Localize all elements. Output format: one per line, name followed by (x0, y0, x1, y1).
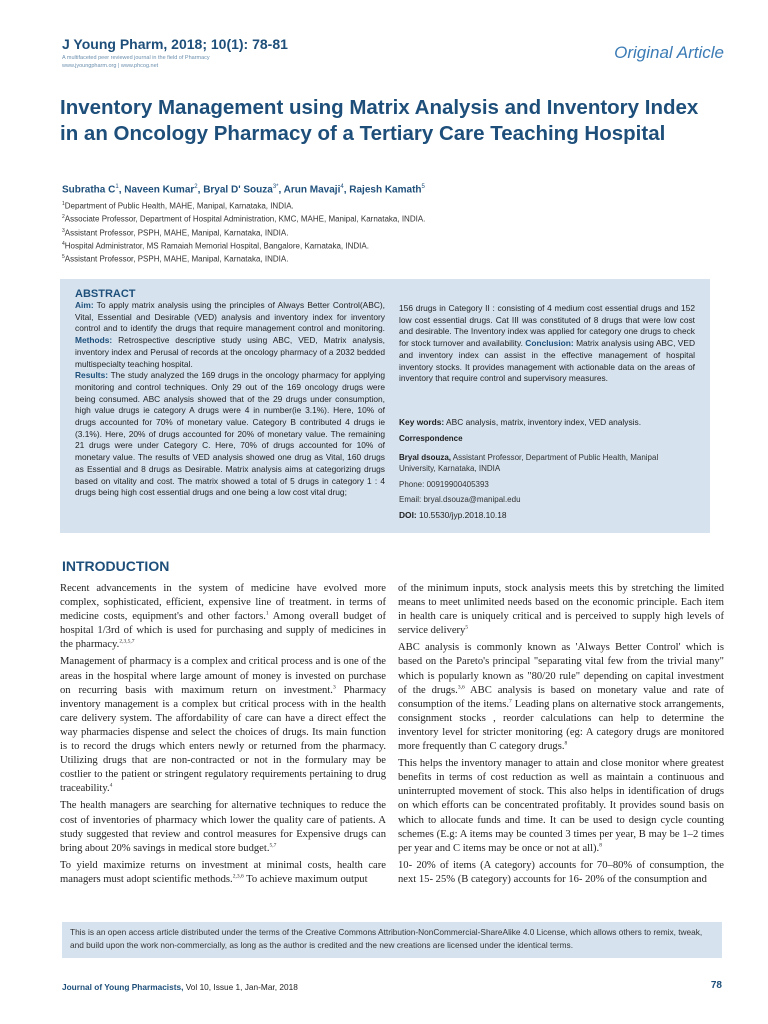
citation-sup: 8 (564, 740, 568, 747)
citation-sup: 2,3,5,7 (119, 638, 135, 645)
affiliation-text: Assistant Professor, PSPH, MAHE, Manipal, Karnataka, INDIA. (64, 254, 289, 264)
author-sup: 5 (421, 184, 425, 190)
affiliation-item (62, 252, 712, 265)
paragraph-text: of the minimum inputs, stock analysis meets this by stretching the limited means to meet unlimited needs based on the economic principle. Each item in health care is uniquely critical and is perceived to supply high levels of service delivery (398, 583, 724, 637)
citation-sup: 4 (109, 782, 113, 789)
author-name: Arun Mavaji (283, 184, 341, 196)
license-text: This is an open access article distributed under the terms of the Creative Commons Attribution-NonCommercial-ShareAlike 4.0 License, which allows others to remix, tweak, and build upon the work non-commercially, as long as the author is credited and the new creations are licensed under the identical terms. (70, 927, 703, 950)
doi-value[interactable]: 10.5530/jyp.2018.10.18 (416, 510, 507, 520)
affiliation-text: Assistant Professor, PSPH, MAHE, Manipal, Karnataka, INDIA. (64, 228, 289, 238)
methods-text: Retrospective descriptive study using ABC, VED, Matrix analysis, inventory index and Perusal of records at the oncology pharmacy of a 2032 bedded multispecialty teaching hospital. (75, 335, 385, 369)
citation-sup: 8 (599, 842, 602, 849)
results-text: The study analyzed the 169 drugs in the oncology pharmacy for applying monitoring and control techniques. Only 29 out of the 169 oncology drugs were being consumed. ABC analysis showed that of the 29 drugs under consumption, high value drugs ie category A drugs were 4 in number(ie 3.1%). Here, 10% of drugs accounted for 70% of monetary value. Category B contributed 4 drugs ie (3.1%). Here, 20% of drugs accounted for 20% of monetary value. The remaining 21 drugs were under Category C. Here, 70% of drugs accounted for 10% of monetary value. The results of VED analysis showed one drug as Vital, 160 drugs as Essential and 8 drugs as Desirable. Matrix analysis aims at categorizing drugs based on vitality and cost. The matrix showed a total of 5 drugs in category 1 : 4 drugs being high cost essential drugs and one being a low cost vital drug; (75, 370, 385, 498)
footer-issue: Vol 10, Issue 1, Jan-Mar, 2018 (183, 982, 298, 992)
paragraph-text: To achieve maximum output (243, 873, 368, 885)
paragraph (60, 582, 386, 652)
citation-sup: 3,6 (457, 684, 465, 691)
affiliation-sup: 1 (62, 201, 65, 207)
correspondence-heading: Correspondence (399, 434, 463, 443)
affiliation-text: Hospital Administrator, MS Ramaiah Memorial Hospital, Bangalore, Karnataka, INDIA. (64, 241, 369, 251)
paragraph-text: Pharmacy inventory management is a complex but critical process with in the health care delivery system. The affordability of care can have a direct effect the way pharmacies dispense and select the choices of drugs. Its main function is to record the drugs which enters newly or returned from the pharmacy. Utilizing drugs that are non-contracted or not in the formulary may be costlier to the patient or stringent regulatory requirements pertaining to drug traceability. (60, 684, 386, 795)
doi (399, 510, 507, 520)
correspondence-email[interactable]: Email: bryal.dsouza@manipal.edu (399, 495, 521, 504)
paragraph-text: Leading plans on alternative stock arrangements, consignment stocks , reorder calculations can help to determine the inventory level for stricter monitoring (eg: A category drugs are monitored more frequently than C category drugs. (398, 698, 724, 753)
abstract-right-column (399, 303, 695, 385)
paragraph-text: To yield maximize returns on investment at minimal costs, health care managers must adopt scientific methods. (60, 859, 386, 885)
affiliation-sup: 3 (62, 227, 65, 234)
paragraph-text: This helps the inventory manager to attain and close monitor where greatest benefits in terms of cost reduction as well as maintain a continuous and uninterrupted movement of stock. This also helps in identification of drugs on which efforts can be concentrated profitably. It provides sound basis on which to allocate funds and time. It can be used to design cycle counting schemes (E.g: A items may be counted 3 times per year, B may be 1–2 times per year and C items may be once or not at all). (398, 758, 724, 854)
author-name: Bryal D' Souza (203, 184, 273, 196)
paragraph-text: ABC analysis is based on monetary value and rate of consumption of the items. (398, 684, 724, 710)
affiliation-sup: 2 (62, 214, 65, 221)
paragraph-text: Recent advancements in the system of medicine have evolved more complex, sophisticated, efficient, expensive line of treatment. in terms of medicine costs, equipment's and other factors. (60, 583, 386, 623)
citation-sup: 5 (465, 624, 469, 631)
affiliation-item (62, 212, 712, 225)
keywords (399, 417, 695, 427)
journal-tagline (62, 54, 210, 70)
paragraph-text: The health managers are searching for alternative techniques to reduce the cost of inventories of pharmacy which lower the quality care of patients. A study suggested that review and control measures for Expensive drugs can bring about 20% savings in medical store budget. (60, 800, 386, 854)
footer-journal-name: Journal of Young Pharmacists, (62, 982, 184, 992)
citation-sup: 5,7 (269, 842, 277, 849)
conclusion-label: Conclusion: (525, 338, 574, 349)
abstract-heading: ABSTRACT (75, 288, 136, 300)
abstract-left-column (75, 300, 385, 499)
affiliation-list (62, 199, 712, 265)
affiliation-sup: 4 (62, 240, 65, 247)
article-title: Inventory Management using Matrix Analysis and Inventory Index in an Oncology Pharmacy of a Tertiary Care Teaching Hospital (60, 96, 699, 145)
author-name: Subratha C (62, 184, 116, 196)
author-sup: 4 (340, 184, 344, 190)
affiliation-text: Associate Professor, Department of Hospital Administration, KMC, MAHE, Manipal, Karnataka, INDIA. (64, 214, 426, 224)
citation-sup: 1 (265, 610, 269, 617)
citation-sup: 7 (509, 698, 512, 705)
author-name: Rajesh Kamath (349, 184, 422, 196)
conclusion-text: Matrix analysis using ABC, VED and inventory index can assist in the effective management of hospital inventory stocks. It provides management with actionable data on the areas of inventory that require control and supervisory measures. (399, 338, 695, 384)
author-sup: 1 (115, 184, 119, 190)
paragraph (60, 859, 386, 887)
introduction-left-column (60, 582, 386, 890)
keywords-label: Key words: (399, 417, 445, 427)
correspondence-detail (399, 452, 695, 474)
paragraph (398, 859, 724, 887)
paragraph (398, 757, 724, 856)
introduction-heading: INTRODUCTION (62, 558, 170, 574)
correspondence-phone: Phone: 00919900405393 (399, 480, 489, 489)
aim-label: Aim: (75, 300, 94, 310)
paragraph (398, 582, 724, 638)
footer-journal-info (62, 982, 298, 992)
author-name: Naveen Kumar (124, 184, 195, 196)
paragraph-text: Among overall budget of hospital 1/3rd of which is used for purchasing and supply of medicines in the pharmacy. (60, 611, 386, 651)
paragraph-text: Management of pharmacy is a complex and critical process and is one of the areas in the hospital where large amount of money is invested on purchase on recurring basis with maximum return on investment. (60, 656, 386, 696)
correspondence-name: Bryal dsouza, (399, 453, 452, 462)
paragraph (60, 799, 386, 855)
journal-citation: J Young Pharm, 2018; 10(1): 78-81 (62, 36, 288, 52)
author-sup: 2 (194, 184, 198, 190)
affiliation-item (62, 199, 712, 212)
results-label: Results: (75, 370, 109, 381)
methods-label: Methods: (75, 335, 113, 346)
author-list: Subratha $C^1$, Naveen Kumar$^2$, Bryal D' Souza$^{3*}$, Arun Mavaji$^4$, Rajesh Kamath$^5$ (62, 184, 425, 196)
keywords-text: ABC analysis, matrix, inventory index, VED analysis. (444, 417, 642, 427)
affiliation-sup: 5 (62, 254, 65, 260)
citation-sup: 3 (332, 684, 336, 691)
journal-tagline-text: A multifaceted peer reviewed journal in the field of Pharmacy (62, 55, 210, 61)
author-sup: 3* (272, 184, 279, 190)
page-number: 78 (710, 980, 722, 991)
journal-urls[interactable]: www.jyoungpharm.org | www.phcog.net (62, 63, 159, 69)
paragraph-text: 10- 20% of items (A category) accounts for 70–80% of consumption, the next 15- 25% (B category) accounts for 16- 20% of the consumption and (398, 859, 724, 885)
citation-sup: 2,3,6 (232, 873, 244, 880)
affiliation-text: Department of Public Health, MAHE, Manipal, Karnataka, INDIA. (64, 201, 294, 211)
affiliation-item (62, 239, 712, 252)
paragraph (60, 655, 386, 796)
paragraph-text: ABC analysis is commonly known as 'Always Better Control' which is based on the Pareto's principal "separating vital few from the trivial many" which is popularly known as "80/20 rule" depending on capital investment of the drugs. (398, 642, 724, 696)
introduction-right-column (398, 582, 724, 890)
article-type-label: Original Article (614, 43, 724, 62)
affiliation-item (62, 226, 712, 239)
abstract-continued-text: 156 drugs in Category II : consisting of 4 medium cost essential drugs and 152 low cost essential drugs. Cat III was constituted of 8 drugs that were low cost and desirable. The Inventory index was applied for category one drugs to check for stock turnover and availability. (399, 303, 695, 349)
doi-label: DOI: (399, 510, 417, 520)
aim-text: To apply matrix analysis using the principles of Always Better Control(ABC), Vital, Essential and Desirable (VED) analysis and inventory index for inventory control and to identify the drugs that require management control and monitoring. (75, 300, 385, 334)
correspondence-affiliation: Assistant Professor, Department of Public Health, Manipal University, Karnataka, INDIA (399, 453, 659, 473)
paragraph (398, 641, 724, 754)
